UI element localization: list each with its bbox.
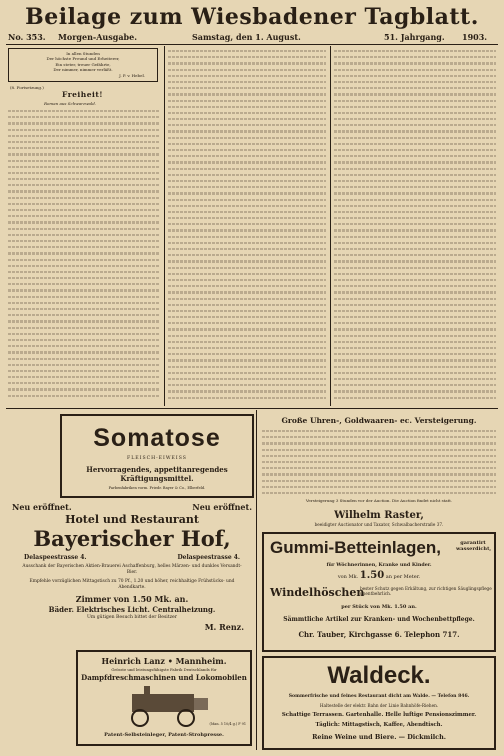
gummi-guarantee: garantirt wasserdicht, (456, 540, 492, 552)
gummi-misc: Sämmtliche Artikel zur Kranken- und Wochenbettpflege. (283, 616, 475, 623)
gummi-shop: Chr. Tauber, Kirchgasse 6. Telephon 717. (298, 630, 460, 639)
lanz-line1: Grösste und leistungsfähigste Fabrik Deutschlands für (111, 667, 217, 672)
newspaper-page (6, 4, 498, 752)
lanz-ad (76, 650, 252, 746)
lanz-stamp: (Man. 5 10/4 g.) F 91 (209, 722, 246, 726)
feuilleton-text-col2 (168, 48, 326, 406)
issue-number: No. 353. (8, 32, 46, 42)
gummi-price-row (264, 570, 494, 581)
gummi-sub: für Wöchnerinnen, Kranke und Kinder. (326, 562, 432, 568)
feuilleton-text-col1 (8, 108, 160, 404)
gummi-price: 1.50 (359, 570, 385, 581)
hotel-addr-right: Delaspeestrasse 4. (177, 554, 240, 561)
waldeck-line4: Täglich: Mittagstisch, Kaffee, Abendtisch. (315, 722, 443, 728)
feuilleton-title: Freiheit! (62, 90, 104, 99)
year: 1903. (462, 32, 488, 42)
raster-ad (262, 510, 496, 530)
uhren-title: Große Uhren-, Goldwaaren- ec. Versteigerung. (281, 416, 477, 425)
issue-date: Samstag, den 1. August. (192, 32, 301, 42)
uhren-auction-ad (262, 414, 496, 508)
lanz-city: Mannheim. (175, 656, 227, 666)
top-rule (6, 44, 498, 45)
edition: Morgen-Ausgabe. (58, 32, 137, 42)
feuilleton-text-col3 (334, 48, 496, 406)
lanz-name: Heinrich Lanz (101, 656, 165, 666)
somatose-footer: Farbenfabriken vorm. Friedr. Bayer & Co., Elberfeld. (108, 486, 206, 490)
poem-signature: J. P. v. Hebel. (119, 72, 145, 78)
gummi-price-from: von Mk. (337, 574, 359, 580)
hotel-name: Bayerischer Hof, (33, 526, 231, 551)
ads-divider (256, 410, 257, 750)
hotel-line1: Hotel und Restaurant (65, 513, 199, 526)
poem-line: Ein steter, treuer Gefährte, (55, 61, 111, 67)
somatose-line2: Hervorragendes, appetitanregendes (86, 465, 228, 474)
poem-line: Der höchste Freund und Erheiterer, (46, 56, 120, 62)
waldeck-line5: Reine Weine und Biere. — Dickmilch. (312, 733, 446, 741)
ads-rule (6, 408, 498, 409)
hotel-ad (12, 502, 252, 650)
volume: 51. Jahrgang. (384, 32, 445, 42)
waldeck-ad (262, 656, 496, 750)
hotel-features: Bäder. Elektrisches Licht. Centralheizung. (48, 605, 216, 614)
dateline (6, 32, 498, 44)
hotel-garden: Um gütigen Besuch bittet der Besitzer (87, 615, 177, 620)
column-divider (330, 46, 331, 406)
uhren-footer: Versteigerung 3 Stunden vor der Auction. Die Auction findet nicht statt. (305, 498, 453, 503)
poem-box (8, 48, 158, 82)
column-divider (164, 46, 165, 406)
gummi-title: Gummi-Betteinlagen, (270, 538, 441, 557)
feuilleton-continuation: (8. Fortsetzung.) (10, 85, 44, 90)
somatose-line3: Kräftigungsmittel. (120, 474, 194, 483)
hotel-menu: Empfehle vorzüglichen Mittagstisch zu 70 Pf., 1.20 und höher, reichhaltige Frühstücks- und Abendkarte. (29, 579, 235, 590)
uhren-body (262, 428, 496, 496)
lanz-header: Heinrich Lanz • Mannheim. (101, 656, 227, 666)
windel-price: per Stück von Mk. 1.50 an. (341, 604, 417, 610)
somatose-line1: FLEISCH-EIWEISS (127, 456, 187, 461)
hotel-addr-left: Delaspeestrasse 4. (24, 554, 87, 561)
masthead: Beilage zum Wiesbadener Tagblatt. (25, 4, 479, 30)
waldeck-name: Waldeck. (327, 662, 431, 689)
windel-desc: bester Schutz gegen Erkältung, zur richtigen Säuglingspflege unentbehrlich. (360, 586, 492, 597)
locomobile-illustration (114, 684, 214, 728)
hotel-rooms: Zimmer von 1.50 Mk. an. (75, 594, 189, 604)
waldeck-line3: Schattige Terrassen. Gartenhalle. Helle luftige Pensionszimmer. (281, 712, 477, 718)
windel-title: Windelhöschen (270, 586, 365, 599)
waldeck-line1: Sommerfrische und feines Restaurant dicht am Walde. — Telefon 846. (288, 694, 470, 699)
poem-line: Der nimmer, nimmer verläßt. (53, 67, 113, 73)
raster-name: Wilhelm Raster, (334, 510, 424, 521)
lanz-footer: Patent-Selbsteinleger, Patent-Strohpresse. (104, 732, 224, 738)
somatose-brand: Somatose (93, 424, 221, 452)
raster-sub: beeidigter Auctionator und Taxator, Schwalbacherstraße 37. (314, 522, 444, 527)
poem-line: In allen Stunden (66, 51, 100, 56)
hotel-desc: Ausschank der Bayerischen Aktien-Brauerei Aschaffenburg, helles Märzen- und dunkles Versandt-Bier. (22, 564, 242, 575)
hotel-new-left: Neu eröffnet. (12, 502, 72, 512)
waldeck-line2: Haltestelle der elektr. Bahn der Linie Bahnhöfe-Riehen. (319, 703, 439, 708)
somatose-ad (60, 414, 254, 498)
lanz-line2: Dampfdreschmaschinen und Lokomobilen (81, 673, 247, 682)
hotel-new-right: Neu eröffnet. (192, 502, 252, 512)
gummi-ad (262, 532, 496, 652)
gummi-price-up: an per Meter. (385, 574, 421, 580)
hotel-owner: M. Renz. (204, 622, 244, 632)
feuilleton-subtitle: Roman aus Schwarzwald. (44, 101, 97, 106)
